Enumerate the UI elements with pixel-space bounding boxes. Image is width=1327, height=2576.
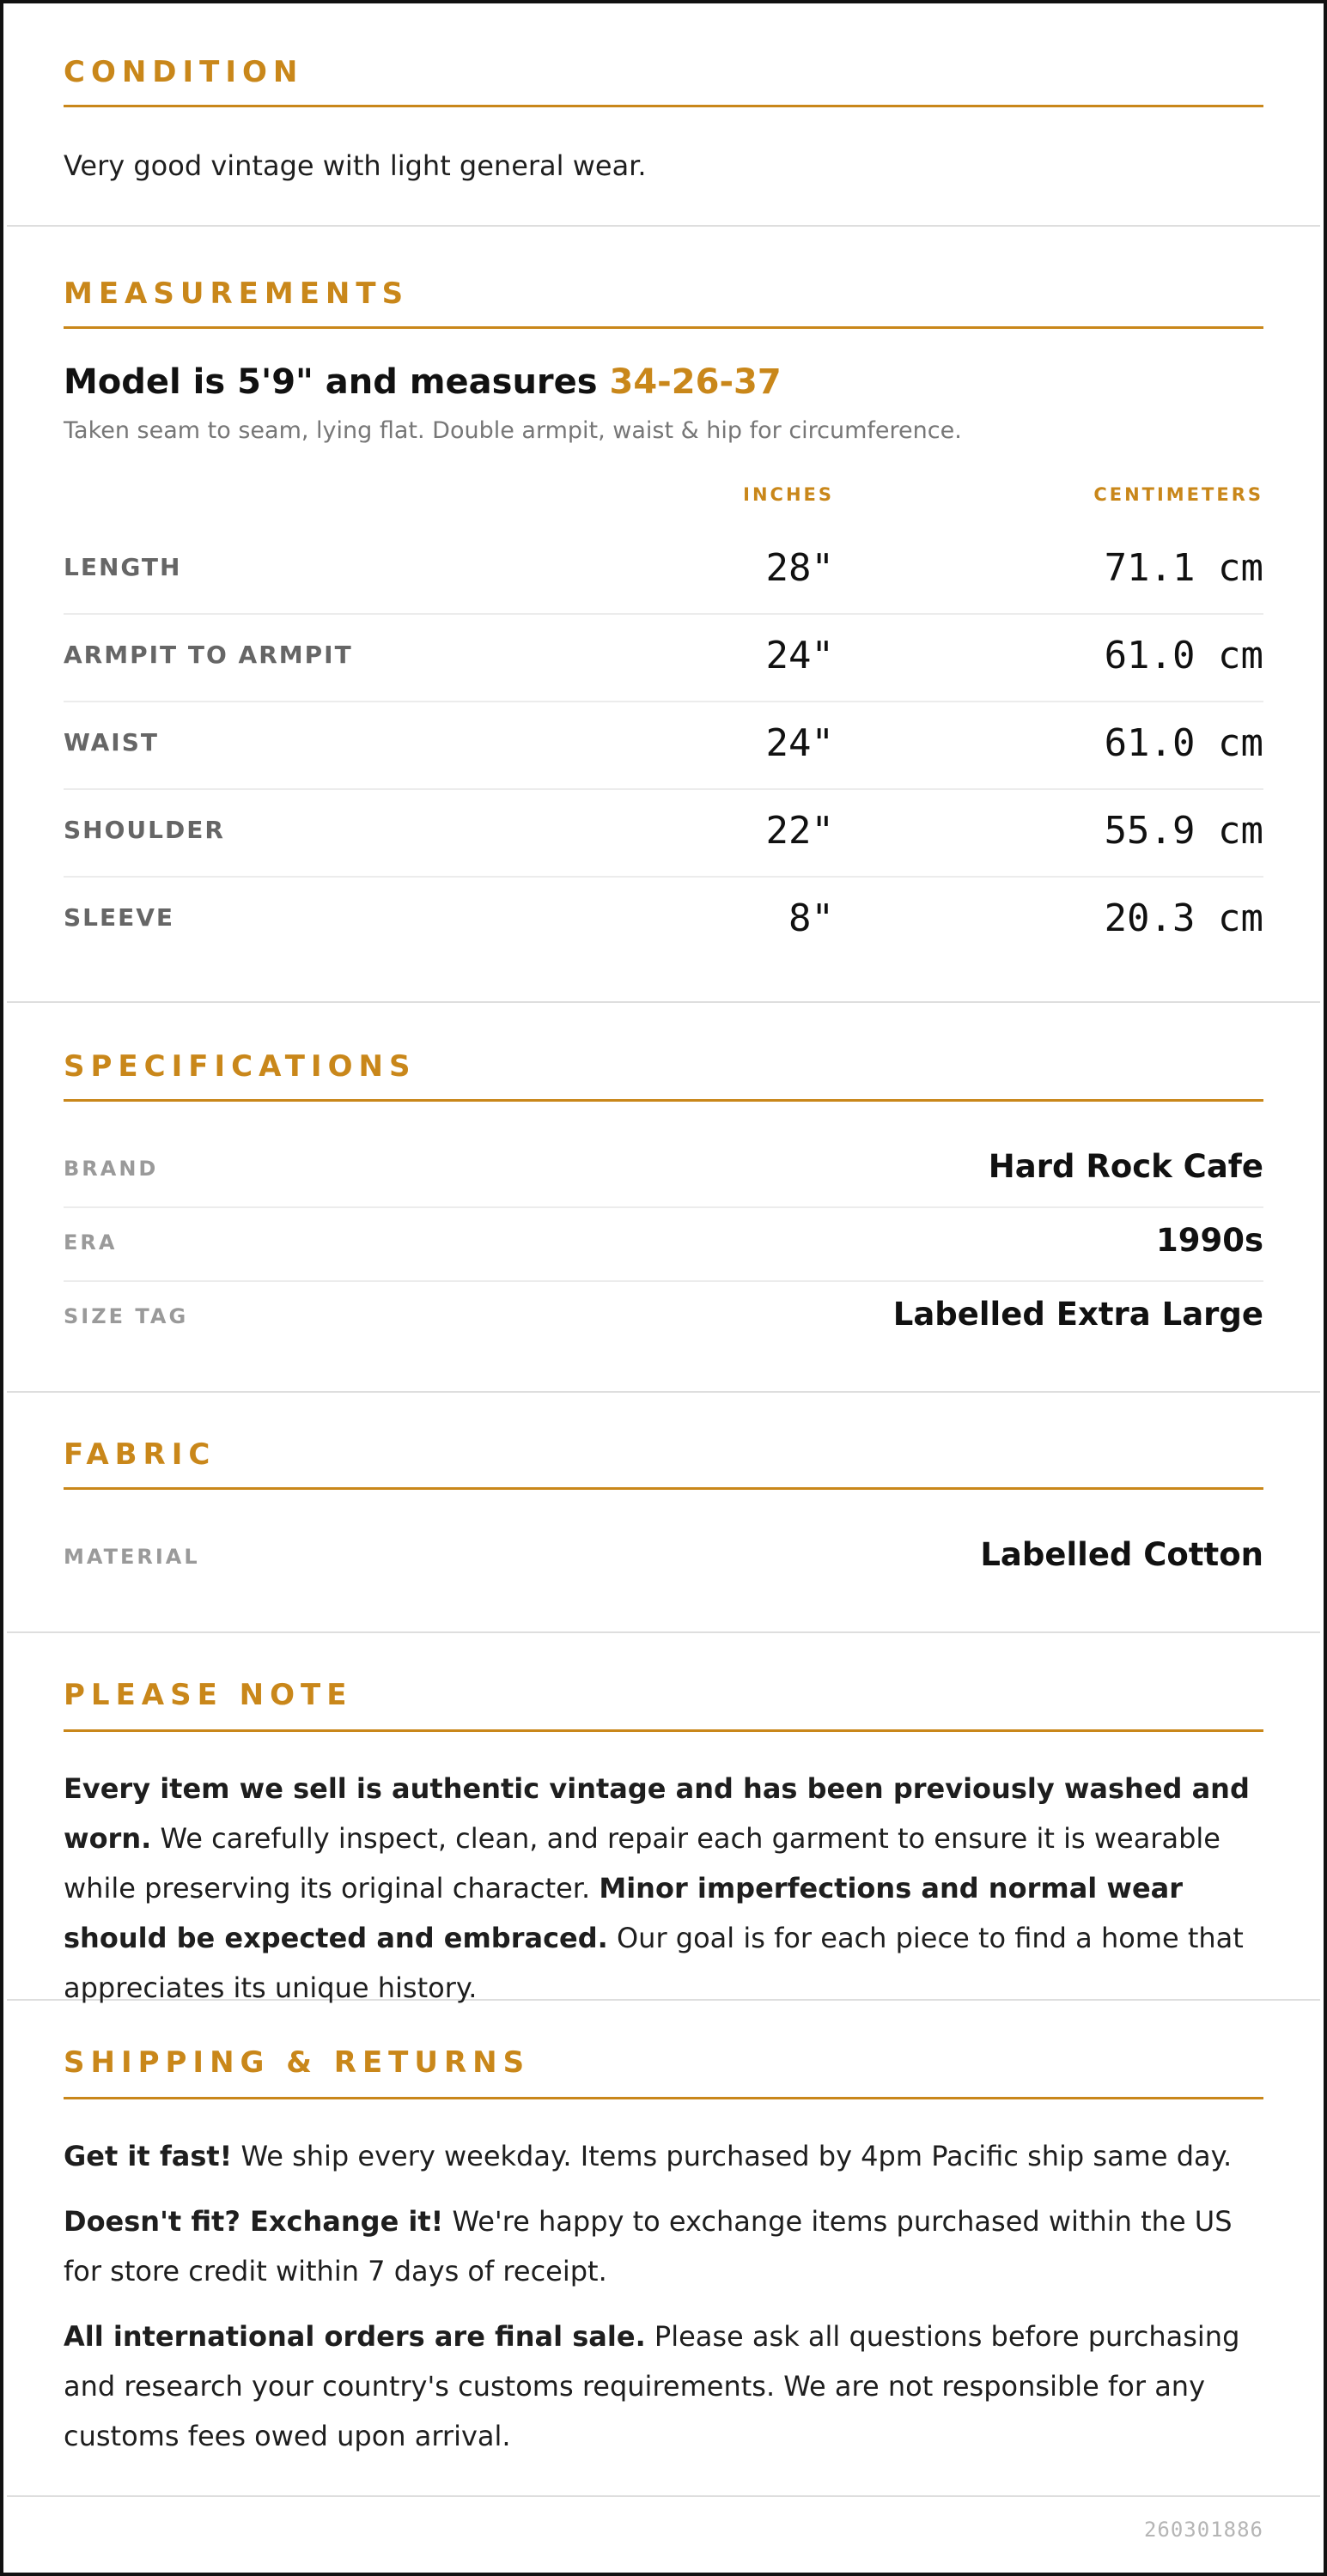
- measurement-inches: 24": [765, 721, 834, 765]
- model-measures: 34-26-37: [609, 362, 782, 402]
- measurement-label: SHOULDER: [64, 816, 225, 844]
- measurement-inches: 28": [765, 546, 834, 590]
- shipping-bold-1: Get it fast!: [64, 2140, 233, 2172]
- condition-heading: CONDITION: [64, 55, 304, 89]
- shipping-paragraph-2: [64, 2196, 1263, 2296]
- shipping-bold-2: Doesn't fit? Exchange it!: [64, 2205, 444, 2238]
- shipping-rule: [64, 2097, 1263, 2099]
- spec-value: Hard Rock Cafe: [988, 1148, 1263, 1185]
- shipping-paragraph-1: [64, 2131, 1263, 2181]
- measurement-cm: 61.0 cm: [1104, 634, 1263, 677]
- measurements-subtitle: Taken seam to seam, lying flat. Double armpit, waist & hip for circumference.: [64, 417, 962, 444]
- measurement-inches: 8": [788, 896, 834, 940]
- spec-value: 1990s: [1155, 1222, 1263, 1259]
- product-sku: 260301886: [1143, 2518, 1263, 2542]
- note-bold-2: Minor imperfections and normal wear should be expected and embraced.: [64, 1872, 1184, 1954]
- shipping-text-2: We're happy to exchange items purchased within the US for store credit within 7 days of receipt.: [64, 2205, 1233, 2287]
- condition-text: Very good vintage with light general wear.: [64, 149, 647, 182]
- note-bold-1: Every item we sell is authentic vintage and has been previously washed and worn.: [64, 1772, 1250, 1855]
- note-text-2: Our goal is for each piece to find a home that appreciates its unique history.: [64, 1922, 1244, 2004]
- shipping-text-3: Please ask all questions before purchasing and research your country's customs requirements. We are not responsible for any customs fees owed upon arrival.: [64, 2320, 1240, 2452]
- model-prefix: Model is 5'9" and measures: [64, 362, 610, 402]
- measurement-label: SLEEVE: [64, 903, 175, 932]
- spec-label: SIZE TAG: [64, 1304, 189, 1328]
- measurement-inches: 22": [765, 809, 834, 853]
- spec-label: ERA: [64, 1230, 118, 1255]
- measurement-cm: 20.3 cm: [1104, 896, 1263, 940]
- shipping-text-1: We ship every weekday. Items purchased by 4pm Pacific ship same day.: [232, 2140, 1233, 2172]
- measurement-cm: 61.0 cm: [1104, 721, 1263, 765]
- specifications-heading: SPECIFICATIONS: [64, 1049, 417, 1084]
- note-heading: PLEASE NOTE: [64, 1678, 353, 1712]
- shipping-heading: SHIPPING & RETURNS: [64, 2045, 531, 2080]
- shipping-section: [7, 1999, 1320, 2497]
- measurement-inches: 24": [765, 634, 834, 677]
- shipping-paragraph-3: [64, 2312, 1263, 2461]
- spec-value: Labelled Cotton: [980, 1536, 1263, 1573]
- measurements-heading: MEASUREMENTS: [64, 276, 410, 311]
- measurement-cm: 71.1 cm: [1104, 546, 1263, 590]
- shipping-bold-3: All international orders are final sale.: [64, 2320, 646, 2353]
- column-header-centimeters: CENTIMETERS: [1093, 484, 1263, 505]
- measurement-label: ARMPIT TO ARMPIT: [64, 641, 353, 669]
- spec-value: Labelled Extra Large: [892, 1296, 1263, 1333]
- note-text-1: We carefully inspect, clean, and repair each garment to ensure it is wearable while preserving its original character.: [64, 1822, 1220, 1905]
- measurement-cm: 55.9 cm: [1104, 809, 1263, 853]
- spec-label: BRAND: [64, 1157, 159, 1181]
- measurement-label: WAIST: [64, 728, 159, 756]
- fabric-heading: FABRIC: [64, 1437, 216, 1472]
- spec-label: MATERIAL: [64, 1545, 200, 1569]
- column-header-inches: INCHES: [743, 484, 834, 505]
- measurement-label: LENGTH: [64, 553, 182, 581]
